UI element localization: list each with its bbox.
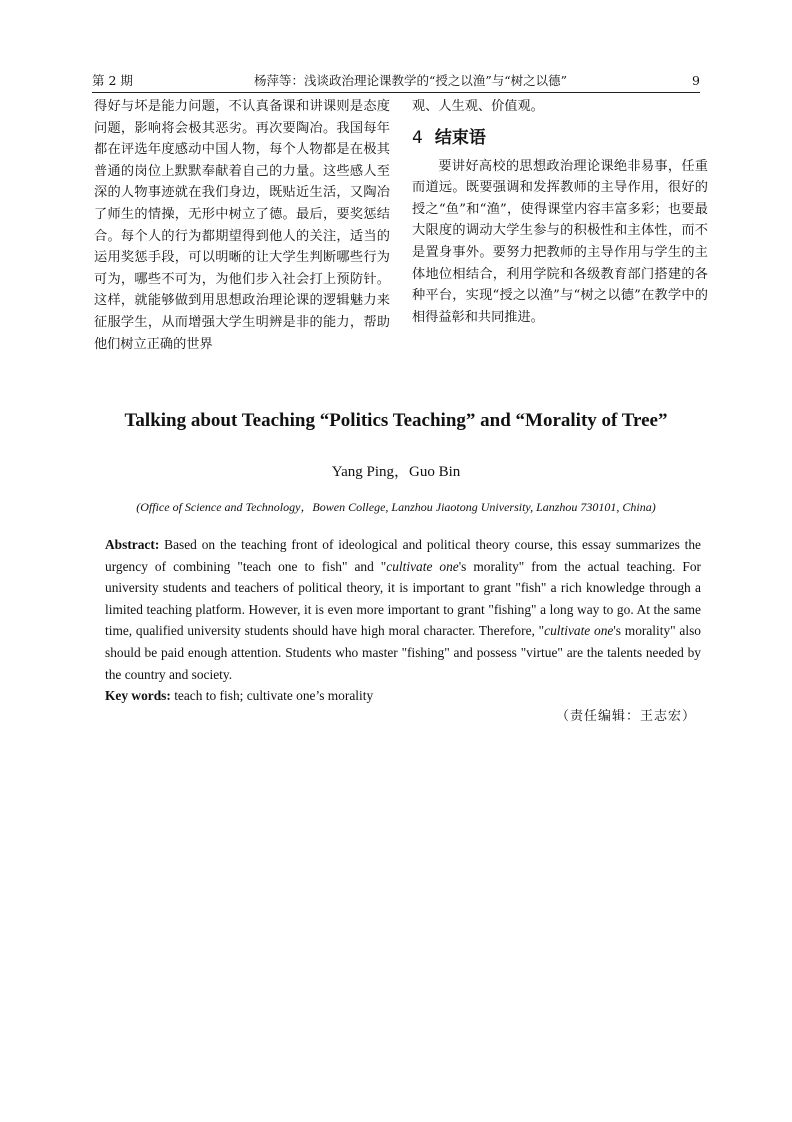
- english-title: Talking about Teaching “Politics Teaching” and “Morality of Tree”: [124, 410, 668, 431]
- english-authors: Yang Ping，Guo Bin: [331, 464, 461, 480]
- section-title: 结束语: [434, 127, 486, 148]
- abstract-text-3: 's morality" also should be paid enough attention. Students who master "fishing" and possess "virtue" are the talents needed by the country and society.: [105, 623, 701, 682]
- editor-note: （责任编辑：王志宏）: [555, 709, 696, 724]
- abstract-italic-1: cultivate one: [386, 558, 459, 574]
- abstract-text-2: 's morality" from the actual teaching. For university students and teachers of political theory, it is important to grant "fish" a rich knowledge through a limited teaching platform. However, it is even more important to grant "fishing" a long way to go. At the same time, qualified university students should have high moral character. Therefore, ": [105, 558, 701, 639]
- english-affiliation: (Office of Science and Technology，Bowen College, Lanzhou Jiaotong University, Lanzhou 730101, China): [136, 500, 656, 514]
- abstract-paragraph: [105, 534, 701, 685]
- right-column-continuation: 观、人生观、价值观。: [412, 99, 544, 114]
- english-abstract: [105, 534, 701, 707]
- page-number: 9: [692, 73, 700, 88]
- conclusion-paragraph: 要讲好高校的思想政治理论课绝非易事，任重而道远。既要强调和发挥教师的主导作用，很好的授之“鱼”和“渔”，使得课堂内容丰富多彩；也要最大限度的调动大学生参与的积极性和主体性，而不是置身事外。要努力把教师的主导作用与学生的主体地位相结合，利用学院和各级教育部门搭建的各种平台，实现“授之以渔”与“树之以德”在教学中的相得益彰和共同推进。: [412, 158, 708, 325]
- left-column: [94, 96, 390, 355]
- issue-number: 第 2 期: [92, 73, 133, 88]
- keywords-label: Key words:: [105, 688, 171, 704]
- keywords-text: teach to fish; cultivate one’s morality: [170, 688, 374, 704]
- right-column: [412, 96, 708, 328]
- section-heading: [412, 126, 708, 150]
- abstract-italic-2: cultivate one: [544, 623, 614, 639]
- section-number: 4: [412, 127, 423, 148]
- abstract-text-1: Based on the teaching front of ideological and political theory course, this essay summarizes the urgency of combining "teach one to fish" and ": [105, 537, 701, 574]
- abstract-label: Abstract:: [105, 537, 160, 552]
- keywords-line: [105, 685, 701, 707]
- running-header: [92, 70, 700, 93]
- running-title: 杨萍等：浅谈政治理论课教学的“授之以渔”与“树之以德”: [254, 73, 568, 88]
- left-column-paragraph: 得好与坏是能力问题，不认真备课和讲课则是态度问题，影响将会极其恶劣。再次要陶冶。我国每年都在评选年度感动中国人物，每个人物都是在极其普通的岗位上默默奉献着自己的力量。这些感人至深的人物事迹就在我们身边，既贴近生活，又陶冶了师生的情操，无形中树立了德。最后，要奖惩结合。每个人的行为都期望得到他人的关注，适当的运用奖惩手段，可以明晰的让大学生判断哪些行为可为，哪些不可为，为他们步入社会打上预防针。这样，就能够做到用思想政治理论课的逻辑魅力来征服学生，从而增强大学生明辨是非的能力，帮助他们树立正确的世界: [94, 99, 390, 352]
